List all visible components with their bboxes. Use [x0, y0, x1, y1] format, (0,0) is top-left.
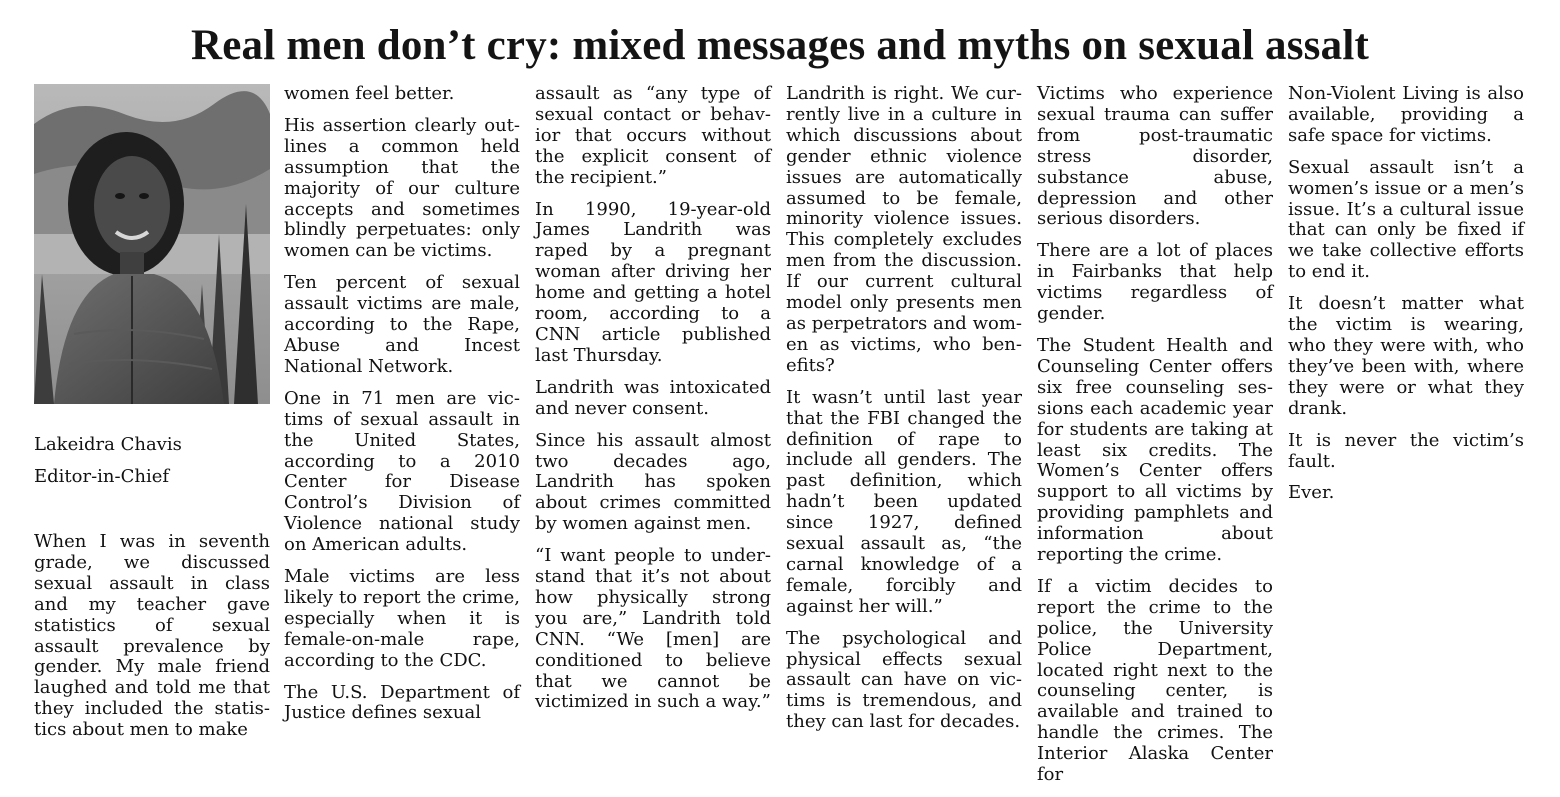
- body-paragraph: One in 71 men are victims of sexual assault in the United States, according to a 2010 Center for Disease Control’s Division of Violence national study on American adults.: [284, 387, 520, 556]
- body-paragraph: Victims who experience sexual trauma can suffer from post-traumatic stress disorder, substance abuse, depression and other serious disorders.: [1037, 83, 1273, 230]
- column-6: [1288, 84, 1524, 515]
- body-paragraph: “I want people to understand that it’s not about how physically strong you are,” Landrith told CNN. “We [men] are conditioned to believe that we cannot be victimized in such a way.”: [535, 545, 771, 713]
- body-paragraph: It wasn’t until last year that the FBI changed the definition of rape to include all genders. The past definition, which hadn’t been updated since 1927, defined sexual assault as, “the carnal knowledge of a female, forcibly and against her will.”: [786, 386, 1022, 617]
- headline: Real men don’t cry: mixed messages and myths on sexual assalt: [191, 22, 1369, 69]
- column-4: [786, 84, 1022, 744]
- body-paragraph: When I was in seventh grade, we discussed sexual assault in class and my teacher gave statistics of sexual assault prevalence by gender. My male friend laughed and told me that they included the statistics about men to make: [34, 531, 270, 741]
- body-paragraph: Non-Violent Living is also available, providing a safe space for victims.: [1288, 83, 1524, 146]
- body-paragraph: Ever.: [1288, 482, 1335, 504]
- body-paragraph: It is never the victim’s fault.: [1288, 429, 1524, 472]
- body-paragraph: assault as “any type of sexual contact or behavior that occurs without the explicit consent of the recipient.”: [535, 83, 771, 188]
- author-title: Editor-in-Chief: [34, 466, 170, 487]
- body-paragraph: The U.S. Department of Justice defines sexual: [284, 681, 520, 724]
- body-paragraph: His assertion clearly outlines a common held assumption that the majority of our culture accepts and sometimes blindly perpetuates: only women can be victims.: [284, 114, 520, 262]
- author-name: Lakeidra Chavis: [34, 434, 182, 455]
- body-paragraph: Since his assault almost two decades ago, Landrith has spoken about crimes committed by women against men.: [535, 429, 771, 535]
- column-2: [284, 84, 520, 735]
- body-paragraph: The Student Health and Counseling Center offers six free counseling sessions each academic year for students are taking at least six credits. The Women’s Center offers support to all victims by providing pamphlets and information about reporting the crime.: [1037, 334, 1273, 566]
- body-paragraph: Landrith was intoxicated and never consent.: [535, 376, 771, 419]
- body-paragraph: The psychological and physical effects sexual assault can have on victims is tremendous, and they can last for decades.: [786, 627, 1022, 733]
- body-paragraph: women feel better.: [284, 83, 455, 104]
- body-paragraph: Sexual assault isn’t a women’s issue or a men’s issue. It’s a cultural issue that can only be fixed if we take collective efforts to end it.: [1288, 156, 1524, 283]
- author-photo: [34, 84, 270, 404]
- column-1: [34, 84, 270, 404]
- column-3: [535, 84, 771, 724]
- body-paragraph: It doesn’t matter what the victim is wearing, who they were with, who they’ve been with, where they were or what they drank.: [1288, 293, 1524, 419]
- body-paragraph: Landrith is right. We currently live in a culture in which discussions about gender ethnic violence issues are automatically assumed to be female, minority violence issues. This completely excludes men from the discussion. If our current cultural model only presents men as perpetrators and women as victims, who benefits?: [786, 83, 1022, 376]
- column-5: [1037, 84, 1273, 797]
- body-paragraph: In 1990, 19-year-old James Landrith was raped by a pregnant woman after driving her home and getting a hotel room, according to a CNN article published last Thursday.: [535, 198, 771, 366]
- body-paragraph: Male victims are less likely to report the crime, especially when it is female-on-male rape, according to the CDC.: [284, 566, 520, 671]
- body-paragraph: There are a lot of places in Fairbanks that help victims regardless of gender.: [1037, 240, 1273, 325]
- column-1-body: [34, 532, 270, 741]
- body-paragraph: Ten percent of sexual assault victims are male, according to the Rape, Abuse and Incest National Network.: [284, 272, 520, 377]
- body-paragraph: If a victim decides to report the crime to the police, the University Police Department, located right next to the counseling center, is available and trained to handle the crimes. The Interior Alaska Center for: [1037, 575, 1273, 786]
